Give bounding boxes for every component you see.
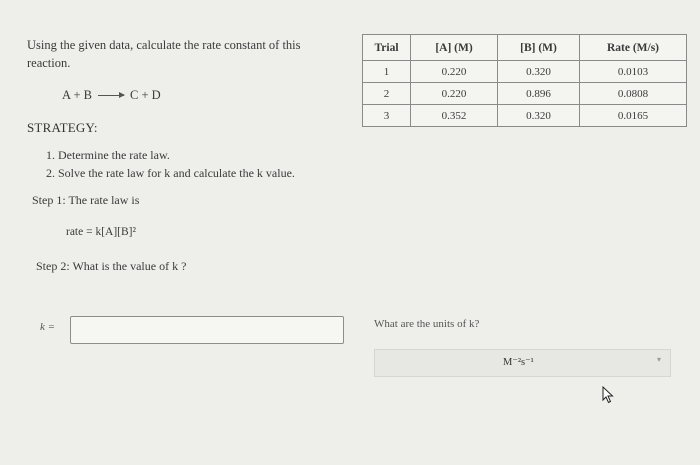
- table-cell: 2: [363, 83, 411, 105]
- table-row: [363, 105, 687, 127]
- column-header: [B] (M): [498, 35, 580, 61]
- products: C + D: [129, 88, 161, 102]
- data-table: [362, 34, 687, 127]
- column-header: Trial: [363, 35, 411, 61]
- units-question: What are the units of k?: [374, 318, 480, 330]
- table-cell: 1: [363, 61, 411, 83]
- mouse-pointer-icon: [601, 386, 615, 404]
- question-text: Using the given data, calculate the rate constant of this reaction.: [27, 38, 301, 70]
- table-cell: 0.220: [411, 83, 498, 105]
- table-cell: 3: [363, 105, 411, 127]
- strategy-list: [46, 146, 295, 182]
- table-cell: 0.320: [498, 105, 580, 127]
- table-header-row: [363, 35, 687, 61]
- reaction-equation: [62, 88, 161, 103]
- step1-label: Step 1: The rate law is: [32, 193, 140, 207]
- reaction-arrow-icon: [98, 95, 124, 96]
- table-row: [363, 83, 687, 105]
- table-cell: 0.0808: [580, 83, 687, 105]
- table-cell: 0.0165: [580, 105, 687, 127]
- table-cell: 0.0103: [580, 61, 687, 83]
- strategy-heading: STRATEGY:: [27, 120, 98, 135]
- strategy-item: 1. Determine the rate law.: [46, 148, 170, 162]
- table-cell: 0.352: [411, 105, 498, 127]
- chevron-down-icon[interactable]: ▾: [657, 355, 662, 364]
- units-selected-value: M⁻²s⁻¹: [503, 357, 534, 368]
- column-header: [A] (M): [411, 35, 498, 61]
- strategy-item: 2. Solve the rate law for k and calculate the k value.: [46, 166, 295, 180]
- table-cell: 0.896: [498, 83, 580, 105]
- k-label: k =: [40, 321, 56, 333]
- column-header: Rate (M/s): [580, 35, 687, 61]
- table-row: [363, 61, 687, 83]
- k-value-input[interactable]: [70, 316, 344, 344]
- table-cell: 0.320: [498, 61, 580, 83]
- step2-label: Step 2: What is the value of k ?: [36, 259, 187, 273]
- table-cell: 0.220: [411, 61, 498, 83]
- reactants: A + B: [62, 88, 92, 102]
- rate-law: rate = k[A][B]²: [66, 226, 136, 238]
